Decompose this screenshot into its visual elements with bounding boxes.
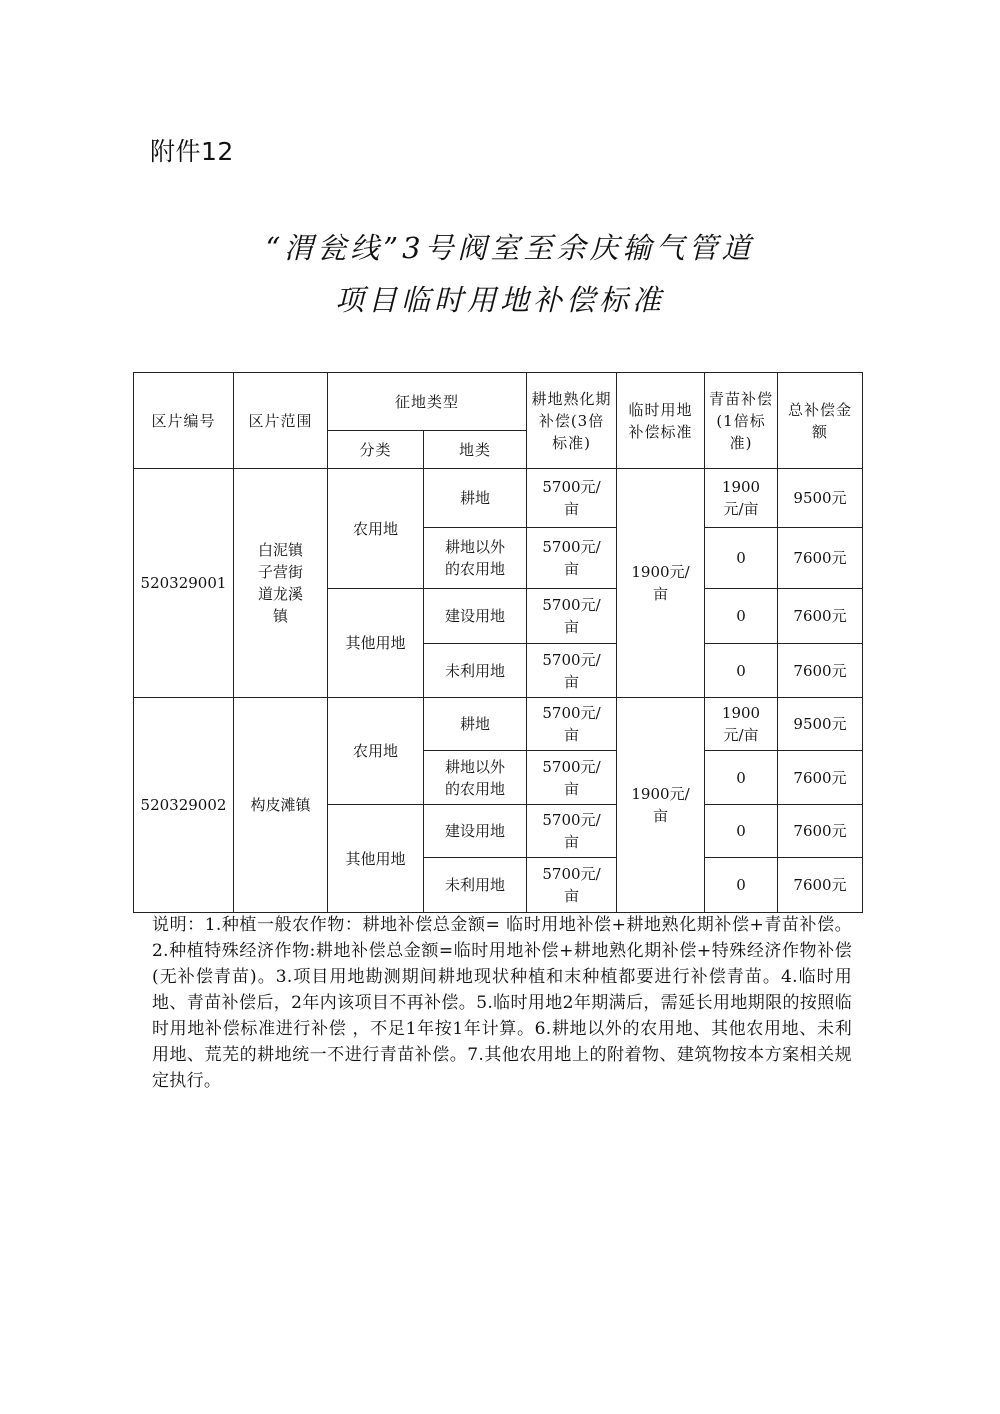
total-cell: 7600元 (778, 751, 863, 805)
total-cell: 7600元 (778, 858, 863, 913)
land-class-cell: 未利用地 (424, 644, 527, 698)
header-seedling: 青苗补偿(1倍标准) (705, 373, 778, 469)
land-class-cell: 耕地以外的农用地 (424, 528, 527, 589)
category-cell: 农用地 (328, 469, 424, 589)
header-land-class: 地类 (424, 431, 527, 469)
header-zone-id: 区片编号 (134, 373, 234, 469)
category-cell: 其他用地 (328, 805, 424, 913)
seedling-cell: 1900元/亩 (705, 469, 778, 528)
zone-id-cell: 520329002 (134, 698, 234, 913)
maturation-cell: 5700元/亩 (527, 751, 617, 805)
document-title-line2: 项目临时用地补偿标准 (334, 283, 665, 317)
maturation-cell: 5700元/亩 (527, 805, 617, 858)
land-class-cell: 耕地以外的农用地 (424, 751, 527, 805)
compensation-table (133, 372, 863, 913)
total-cell: 9500元 (778, 469, 863, 528)
maturation-cell: 5700元/亩 (527, 469, 617, 528)
header-row-1 (134, 373, 863, 431)
header-maturation: 耕地熟化期补偿(3倍标准) (527, 373, 617, 469)
seedling-cell: 0 (705, 644, 778, 698)
land-class-cell: 耕地 (424, 469, 527, 528)
maturation-cell: 5700元/亩 (527, 698, 617, 751)
attachment-label: 附件12 (150, 137, 234, 166)
zone-range-cell: 白泥镇子营街道龙溪镇 (234, 469, 328, 698)
seedling-cell: 1900元/亩 (705, 698, 778, 751)
seedling-cell: 0 (705, 528, 778, 589)
category-cell: 农用地 (328, 698, 424, 805)
maturation-cell: 5700元/亩 (527, 528, 617, 589)
header-land-type: 征地类型 (328, 373, 527, 431)
header-category: 分类 (328, 431, 424, 469)
temp-use-cell: 1900元/亩 (617, 469, 705, 698)
seedling-cell: 0 (705, 589, 778, 644)
temp-use-cell: 1900元/亩 (617, 698, 705, 913)
seedling-cell: 0 (705, 805, 778, 858)
zone-range-cell: 构皮滩镇 (234, 698, 328, 913)
land-class-cell: 建设用地 (424, 805, 527, 858)
seedling-cell: 0 (705, 858, 778, 913)
maturation-cell: 5700元/亩 (527, 858, 617, 913)
table-row (134, 469, 863, 528)
land-class-cell: 耕地 (424, 698, 527, 751)
zone-id-cell: 520329001 (134, 469, 234, 698)
total-cell: 7600元 (778, 805, 863, 858)
category-cell: 其他用地 (328, 589, 424, 698)
maturation-cell: 5700元/亩 (527, 589, 617, 644)
table-row (134, 698, 863, 751)
header-total: 总补偿金额 (778, 373, 863, 469)
total-cell: 7600元 (778, 644, 863, 698)
land-class-cell: 建设用地 (424, 589, 527, 644)
seedling-cell: 0 (705, 751, 778, 805)
document-title-line1: “渭瓮线”3号阀室至余庆输气管道 (265, 231, 755, 265)
maturation-cell: 5700元/亩 (527, 644, 617, 698)
total-cell: 9500元 (778, 698, 863, 751)
land-class-cell: 未利用地 (424, 858, 527, 913)
notes-paragraph: 说明：1.种植一般农作物：耕地补偿总金额= 临时用地补偿+耕地熟化期补偿+青苗补偿。2.种植特殊经济作物:耕地补偿总金额=临时用地补偿+耕地熟化期补偿+特殊经济作物补偿(无补偿青苗)。3.项目用地勘测期间耕地现状种植和末种植都要进行补偿青苗。4.临时用地、青苗补偿后，2年内该项目不再补偿。5.临时用地2年期满后，需延长用地期限的按照临时用地补偿标准进行补偿 ，不足1年按1年计算。6.耕地以外的农用地、其他农用地、未利用地、荒芜的耕地统一不进行青苗补偿。7.其他农用地上的附着物、建筑物按本方案相关规定执行。 (152, 915, 852, 1091)
total-cell: 7600元 (778, 589, 863, 644)
header-temp-use: 临时用地补偿标准 (617, 373, 705, 469)
total-cell: 7600元 (778, 528, 863, 589)
header-zone-range: 区片范围 (234, 373, 328, 469)
